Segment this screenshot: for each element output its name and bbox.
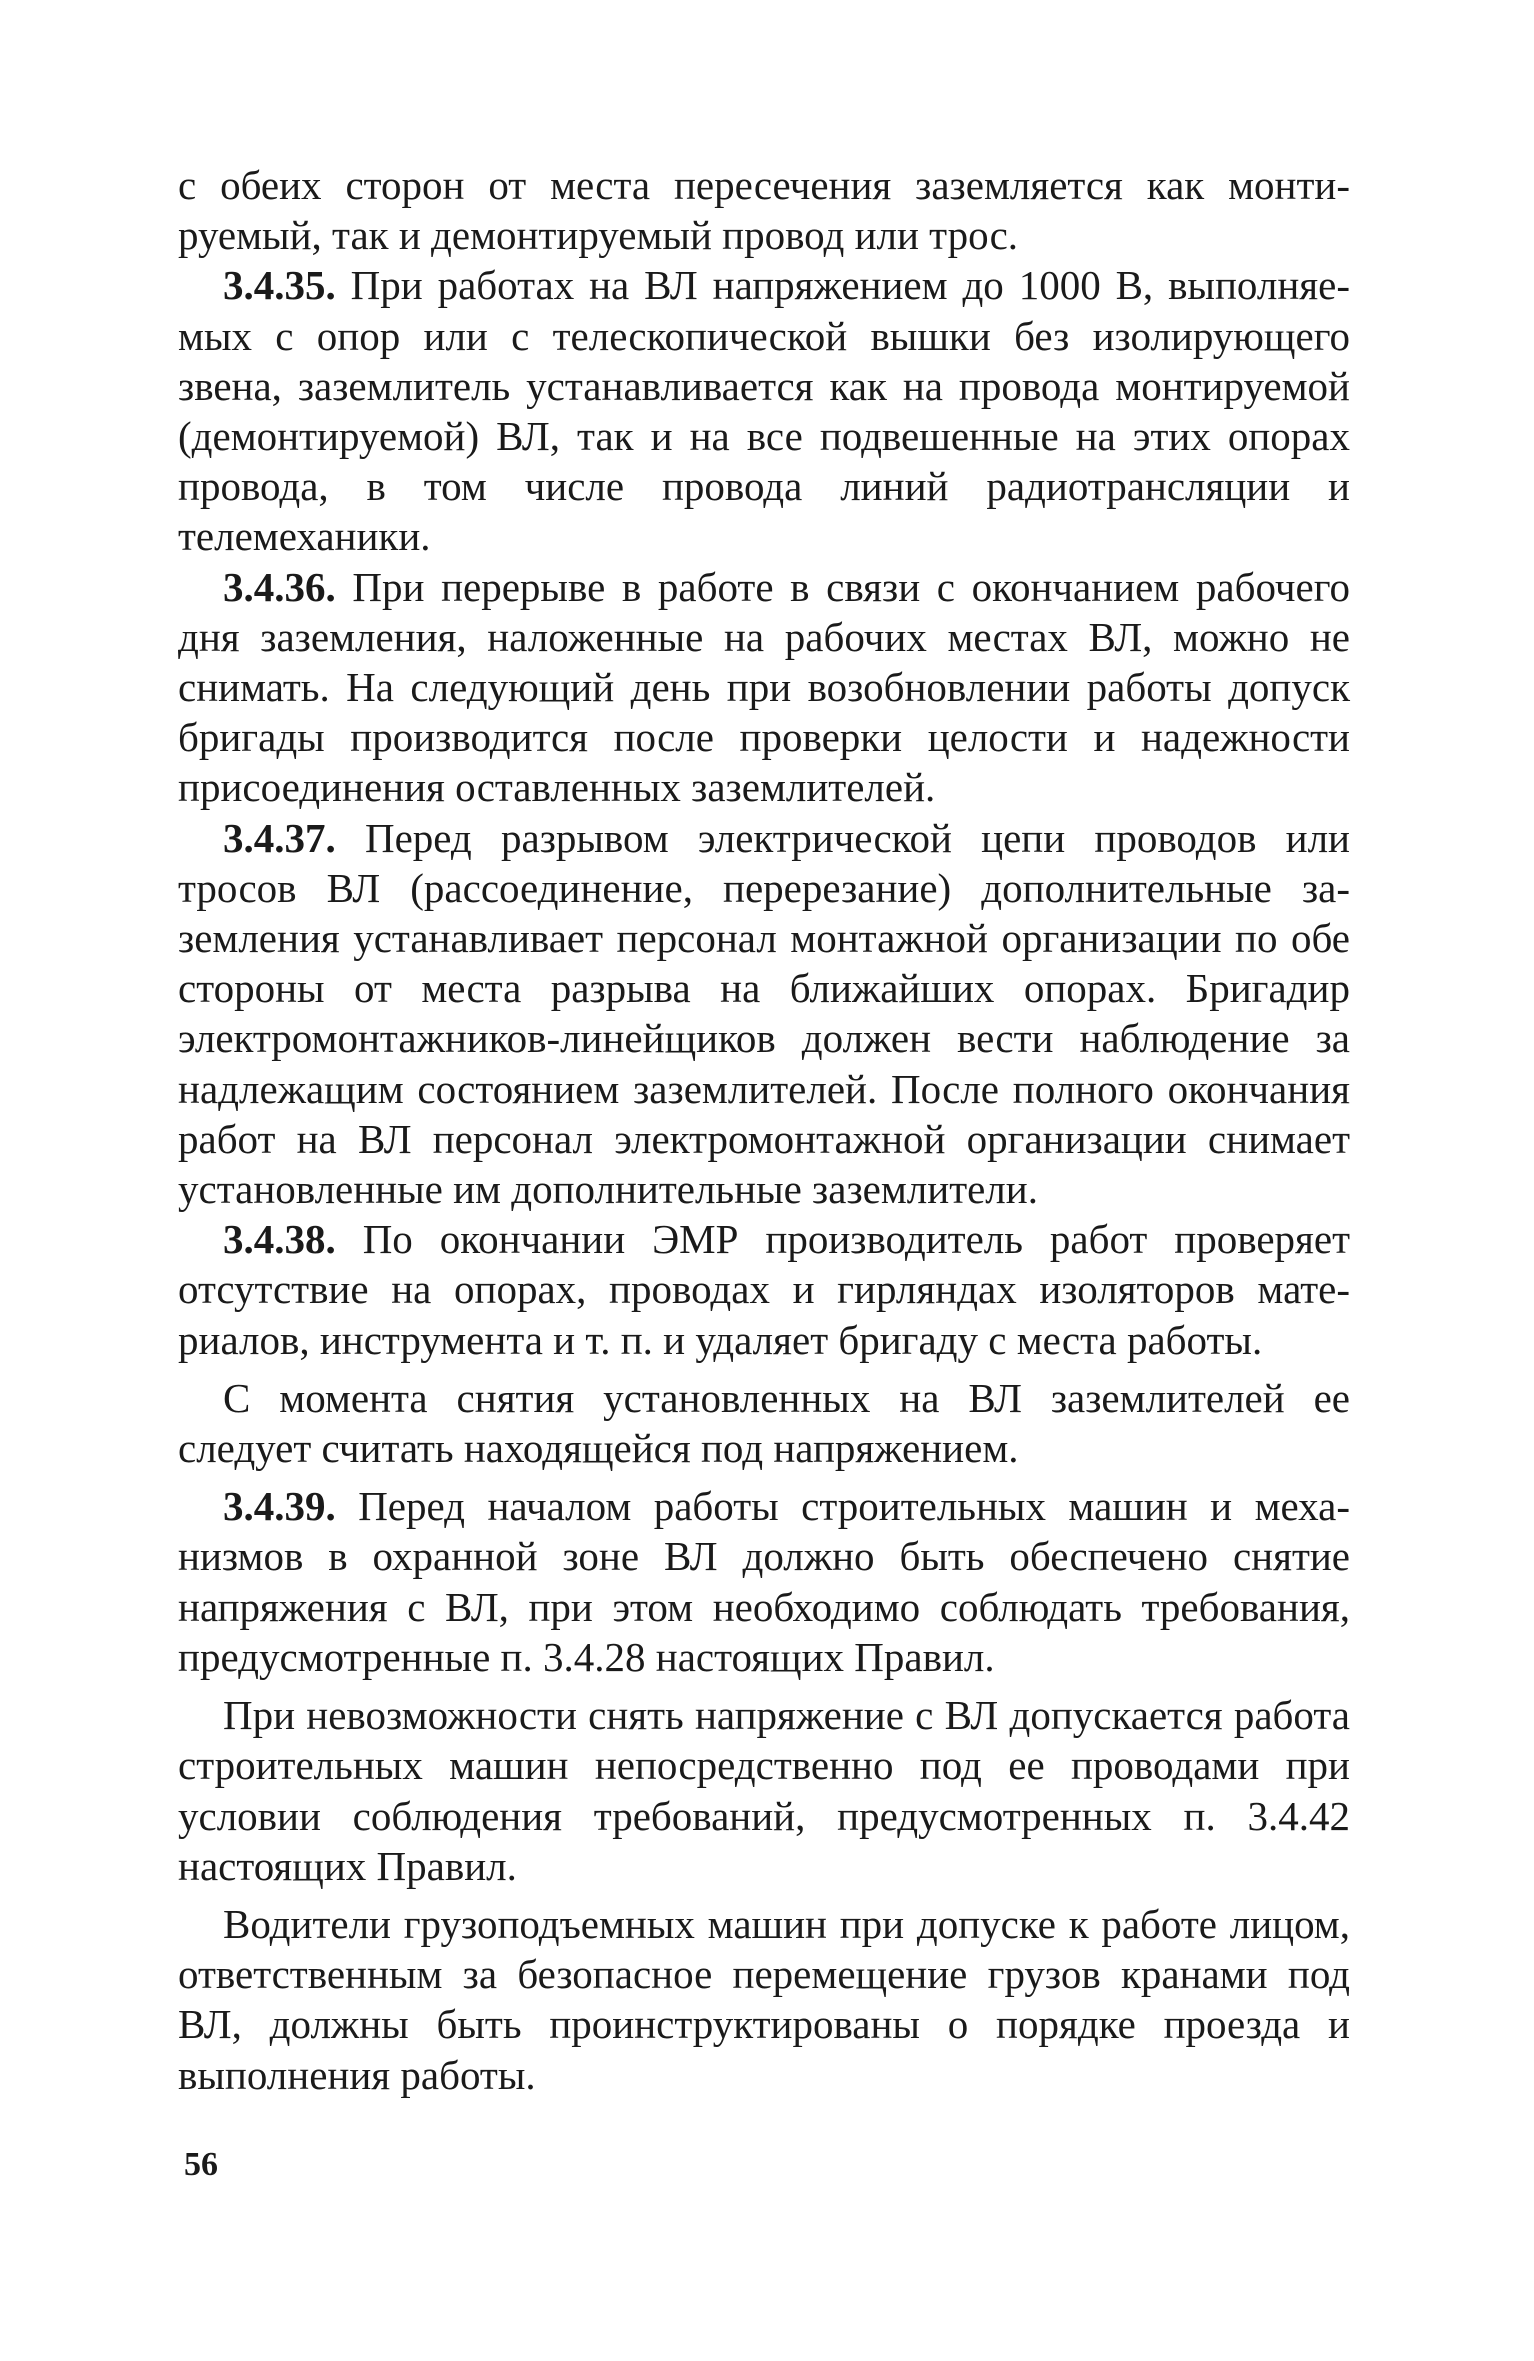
paragraph-text: С момента снятия установленных на ВЛ заземлителей ее следует считать находящейся под напряжением. [178, 1374, 1350, 1472]
paragraph-voltage-note [178, 1373, 1350, 1473]
paragraph-text: Перед разрывом электрической цепи проводов или тросов ВЛ (рассоединение, перерезание) дополнительные заземления устанавливает персонал монтажной организации по обе стороны от места разрыва на ближайших опорах. Бригадир электромонтажников-линейщиков должен вести наблюдение за надлежащим состоянием заземлителей. После полного окончания работ на ВЛ персонал электромонтажной организации снимает установленные им дополнительные заземлители. [178, 814, 1350, 1213]
paragraph-text: При перерыве в работе в связи с окончанием рабочего дня заземления, наложенные на рабочих местах ВЛ, можно не снимать. На следующий день при возобновлении работы допуск бригады производится после проверки целости и надежности присоединения оставленных заземлителей. [178, 563, 1350, 811]
paragraph-text: Водители грузоподъемных машин при допуске к работе лицом, ответственным за безопасное перемещение грузов кранами под ВЛ, должны быть проинструктированы о порядке проезда и выполнения работы. [178, 1900, 1350, 2098]
paragraph-3-4-38 [178, 1214, 1350, 1365]
paragraph-crane-drivers [178, 1899, 1350, 2100]
clause-number: 3.4.35. [223, 262, 336, 309]
paragraph-text: с обеих сторон от места пересечения заземляется как монтируемый, так и демонтируемый провод или трос. [178, 162, 1350, 259]
paragraph-3-4-35 [178, 260, 1350, 561]
clause-number: 3.4.38. [223, 1216, 336, 1263]
paragraph-text: По окончании ЭМР производитель работ проверяет отсутствие на опорах, проводах и гирляндах изоляторов материалов, инструмента и т. п. и удаляет бригаду с места работы. [178, 1216, 1350, 1363]
paragraph-3-4-37 [178, 813, 1350, 1215]
document-page [178, 160, 1350, 2100]
paragraph-3-4-39 [178, 1481, 1350, 1682]
page-number: 56 [184, 2146, 218, 2183]
clause-number: 3.4.37. [223, 814, 336, 861]
paragraph-continuation [178, 160, 1350, 260]
clause-number: 3.4.36. [223, 563, 336, 610]
paragraph-text: При работах на ВЛ напряжением до 1000 В, выполняемых с опор или с телескопической вышки без изолирующего звена, заземлитель устанавливается как на провода монтируемой (демонтируемой) ВЛ, так и на все подвешенные на этих опорах провода, в том числе провода линий радиотрансляции и телемеханики. [178, 262, 1350, 560]
paragraph-text: При невозможности снять напряжение с ВЛ допускается работа строительных машин непосредственно под ее проводами при условии соблюдения требований, предусмотренных п. 3.4.42 настоящих Правил. [178, 1692, 1350, 1889]
paragraph-3-4-36 [178, 562, 1350, 813]
clause-number: 3.4.39. [223, 1483, 336, 1530]
paragraph-text: Перед началом работы строительных машин и механизмов в охранной зоне ВЛ должно быть обеспечено снятие напряжения с ВЛ, при этом необходимо соблюдать требования, предусмотренные п. 3.4.28 настоящих Правил. [178, 1483, 1350, 1680]
paragraph-machines-under-line [178, 1690, 1350, 1891]
